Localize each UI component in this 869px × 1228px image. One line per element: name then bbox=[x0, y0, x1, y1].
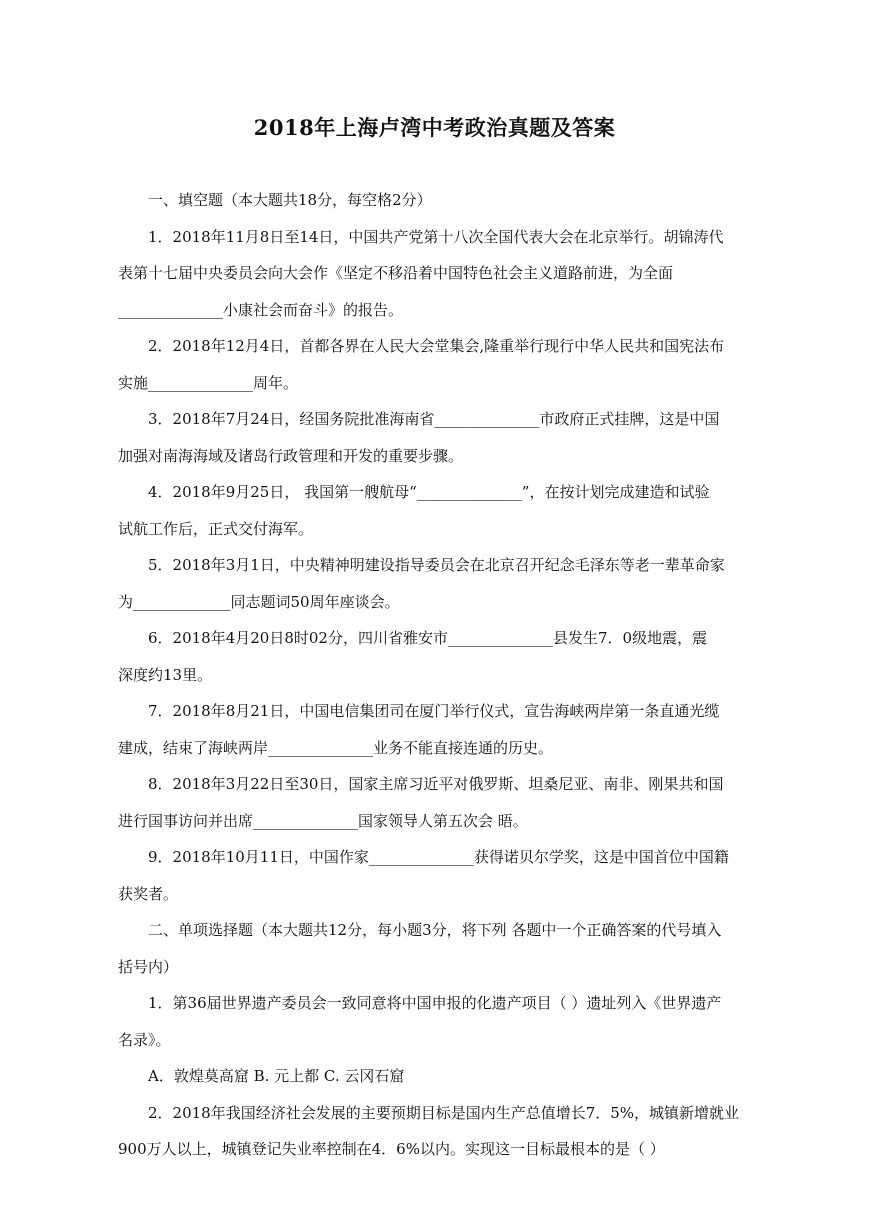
single-choice-question-list bbox=[118, 985, 746, 1168]
text-line: 为_____________同志题词50周年座谈会。 bbox=[118, 592, 400, 611]
text-line: 二、单项选择题（本大题共12分，每小题3分，将下列 各题中一个正确答案的代号填入 bbox=[148, 921, 722, 939]
section-heading-fill-in: 一、填空题（本大题共18分，每空格2分） bbox=[148, 191, 432, 209]
question-item bbox=[118, 328, 746, 401]
document-body bbox=[118, 182, 746, 1168]
text-line: 1．第36届世界遗产委员会一致同意将中国申报的化遗产项目（ ）遗址列入《世界遗产 bbox=[148, 994, 722, 1012]
text-line: 8．2018年3月22日至30日，国家主席习近平对俄罗斯、坦桑尼亚、南非、刚果共和国 bbox=[148, 775, 724, 793]
question-item bbox=[118, 219, 746, 329]
text-line: 4．2018年9月25日， 我国第一艘航母“______________”，在按计划完成建造和试验 bbox=[148, 483, 710, 501]
document-title: 2018年上海卢湾中考政治真题及答案 bbox=[253, 115, 616, 140]
question-item bbox=[118, 1095, 746, 1168]
section-heading-single-choice bbox=[118, 912, 746, 985]
text-line: 表第十七届中央委员会向大会作《坚定不移沿着中国特色社会主义道路前进，为全面 bbox=[118, 264, 674, 282]
question-item bbox=[118, 839, 746, 912]
text-line: 3．2018年7月24日，经国务院批准海南省______________市政府正式挂牌，这是中国 bbox=[148, 410, 720, 428]
question-item bbox=[118, 547, 746, 620]
question-item bbox=[118, 985, 746, 1058]
question-item bbox=[118, 766, 746, 839]
text-line: 900万人以上，城镇登记失业率控制在4．6%以内。实现这一目标最根本的是（ ） bbox=[118, 1140, 665, 1158]
text-line: 括号内） bbox=[118, 957, 179, 976]
section-heading-text bbox=[118, 912, 746, 985]
text-line: 9．2018年10月11日，中国作家______________获得诺贝尔学奖，这是中国首位中国籍 bbox=[148, 848, 729, 866]
text-line: 2．2018年12月4日，首都各界在人民大会堂集会,隆重举行现行中华人民共和国宪法布 bbox=[148, 337, 725, 355]
text-line: ______________小康社会而奋斗》的报告。 bbox=[118, 300, 404, 319]
text-line: A．敦煌莫高窟 B. 元上都 C. 云冈石窟 bbox=[148, 1067, 405, 1085]
text-line: 加强对南海海域及诸岛行政管理和开发的重要步骤。 bbox=[118, 446, 464, 465]
text-line: 1．2018年11月8日至14日，中国共产党第十八次全国代表大会在北京举行。胡锦涛代 bbox=[148, 227, 724, 246]
text-line: 获奖者。 bbox=[118, 884, 179, 903]
text-line: 进行国事访问并出席______________国家领导人第五次会 晤。 bbox=[118, 811, 528, 830]
text-line: 名录》。 bbox=[118, 1030, 171, 1049]
text-line: 建成，结束了海峡两岸______________业务不能直接连通的历史。 bbox=[118, 738, 554, 757]
text-line: 试航工作后，正式交付海军。 bbox=[118, 519, 314, 538]
question-item bbox=[118, 401, 746, 474]
text-line: 2．2018年我国经济社会发展的主要预期目标是国内生产总值增长7．5%，城镇新增就业 bbox=[148, 1103, 740, 1122]
text-line: 深度约13里。 bbox=[118, 665, 213, 684]
question-item bbox=[118, 1058, 746, 1095]
text-line: 7．2018年8月21日，中国电信集团司在厦门举行仪式，宣告海峡两岸第一条直通光缆 bbox=[148, 702, 720, 720]
question-item bbox=[118, 693, 746, 766]
question-item bbox=[118, 474, 746, 547]
text-line: 实施______________周年。 bbox=[118, 373, 299, 392]
question-item bbox=[118, 620, 746, 693]
text-line: 5．2018年3月1日，中央精神明建设指导委员会在北京召开纪念毛泽东等老一辈革命家 bbox=[148, 556, 725, 574]
fill-in-question-list bbox=[118, 219, 746, 913]
text-line: 6．2018年4月20日8时02分，四川省雅安市______________县发生7．0级地震，震 bbox=[148, 629, 708, 647]
